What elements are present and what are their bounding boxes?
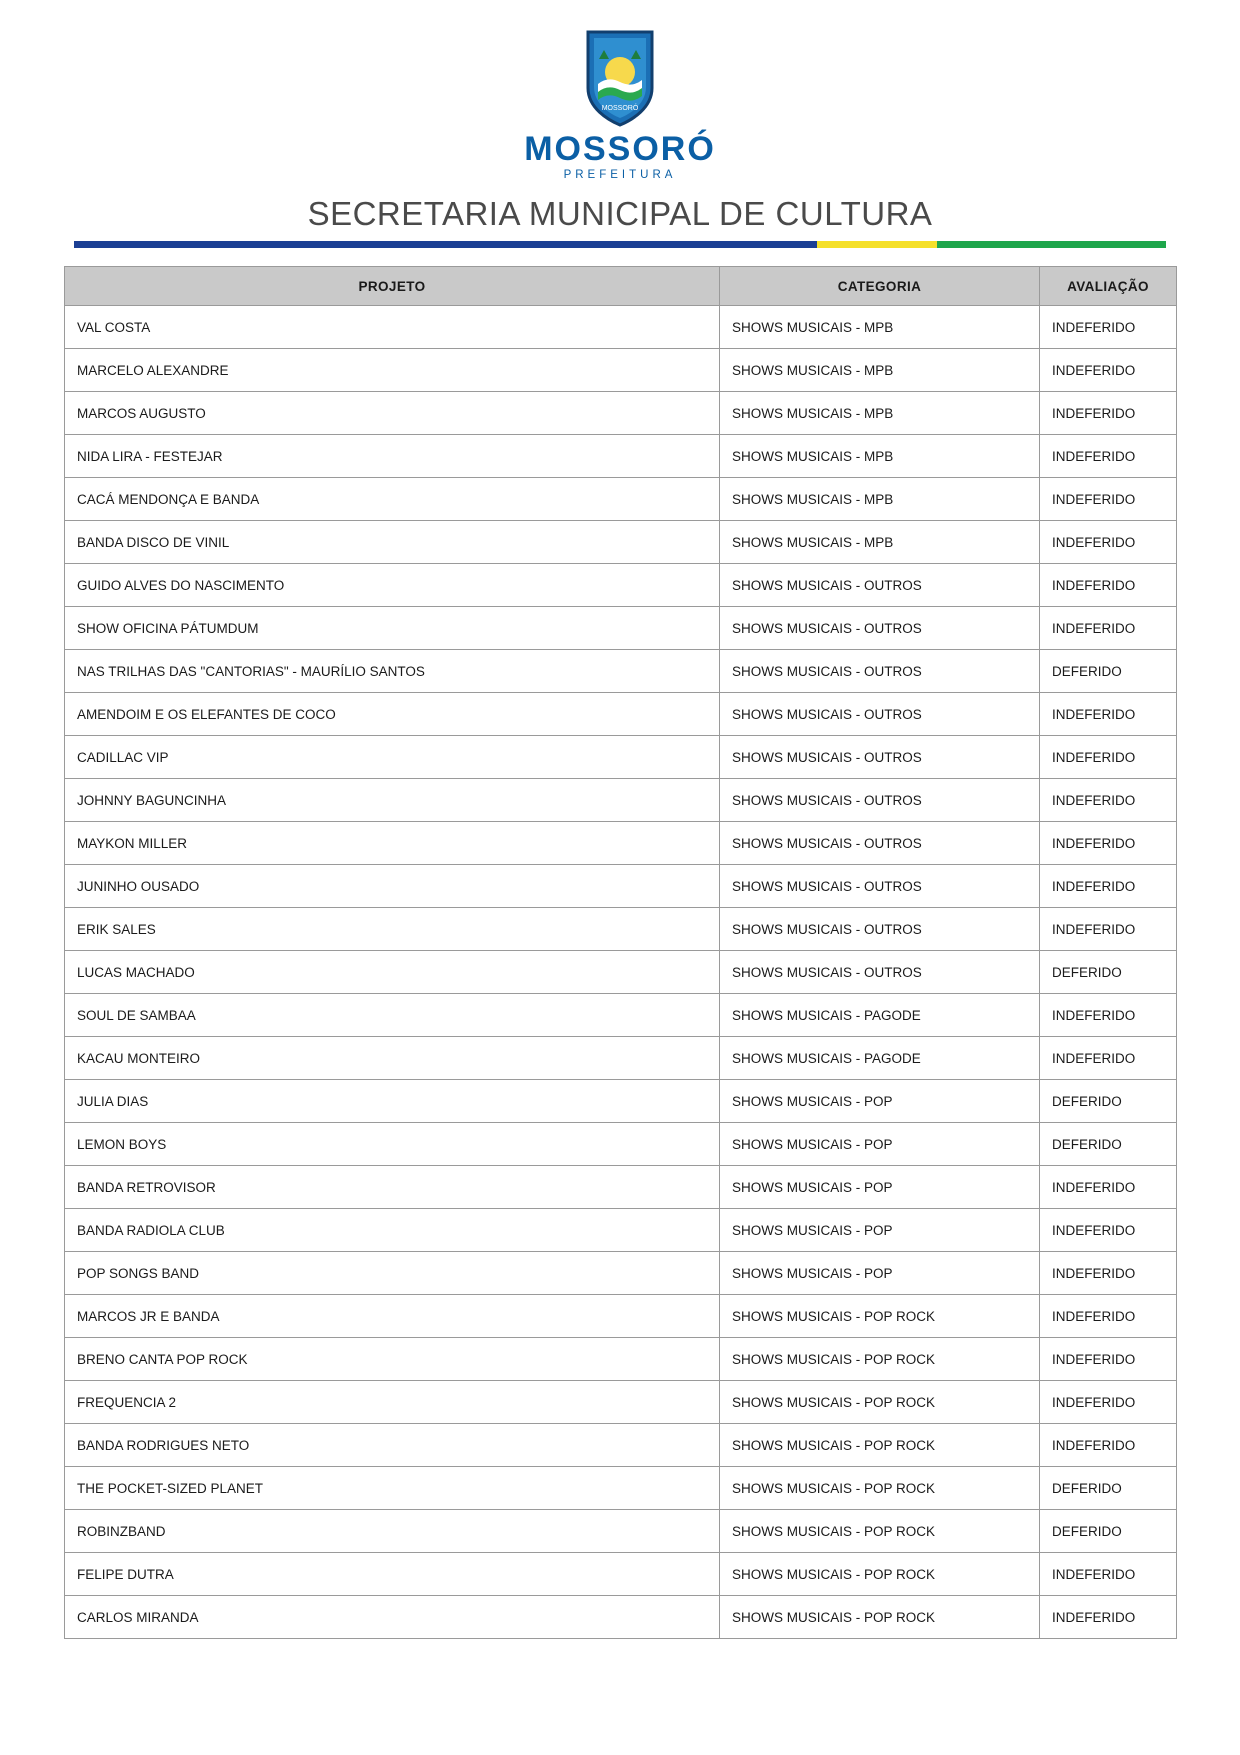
cell-categoria: SHOWS MUSICAIS - OUTROS — [720, 822, 1040, 865]
cell-avaliacao: INDEFERIDO — [1040, 1166, 1177, 1209]
results-table-container — [64, 266, 1176, 1639]
table-row — [65, 1037, 1177, 1080]
cell-projeto: MARCELO ALEXANDRE — [65, 349, 720, 392]
cell-projeto: BANDA DISCO DE VINIL — [65, 521, 720, 564]
cell-categoria: SHOWS MUSICAIS - MPB — [720, 392, 1040, 435]
divider-segment-green — [937, 241, 1166, 248]
cell-categoria: SHOWS MUSICAIS - POP ROCK — [720, 1510, 1040, 1553]
cell-projeto: MAYKON MILLER — [65, 822, 720, 865]
svg-text:MOSSORÓ: MOSSORÓ — [601, 105, 639, 112]
table-row — [65, 392, 1177, 435]
cell-projeto: ROBINZBAND — [65, 1510, 720, 1553]
table-row — [65, 994, 1177, 1037]
document-header — [0, 0, 1240, 248]
table-body — [65, 306, 1177, 1639]
cell-projeto: MARCOS JR E BANDA — [65, 1295, 720, 1338]
cell-projeto: KACAU MONTEIRO — [65, 1037, 720, 1080]
table-row — [65, 1209, 1177, 1252]
cell-avaliacao: DEFERIDO — [1040, 1467, 1177, 1510]
cell-categoria: SHOWS MUSICAIS - POP ROCK — [720, 1553, 1040, 1596]
table-row — [65, 1252, 1177, 1295]
table-row — [65, 1338, 1177, 1381]
column-header-avaliacao: AVALIAÇÃO — [1040, 267, 1177, 306]
cell-categoria: SHOWS MUSICAIS - OUTROS — [720, 650, 1040, 693]
cell-avaliacao: INDEFERIDO — [1040, 779, 1177, 822]
results-table — [64, 266, 1177, 1639]
cell-projeto: JULIA DIAS — [65, 1080, 720, 1123]
cell-projeto: SHOW OFICINA PÁTUMDUM — [65, 607, 720, 650]
cell-projeto: SOUL DE SAMBAA — [65, 994, 720, 1037]
cell-categoria: SHOWS MUSICAIS - MPB — [720, 478, 1040, 521]
cell-projeto: BANDA RADIOLA CLUB — [65, 1209, 720, 1252]
cell-projeto: POP SONGS BAND — [65, 1252, 720, 1295]
cell-avaliacao: DEFERIDO — [1040, 951, 1177, 994]
table-row — [65, 1381, 1177, 1424]
cell-categoria: SHOWS MUSICAIS - OUTROS — [720, 607, 1040, 650]
table-row — [65, 1080, 1177, 1123]
cell-projeto: LUCAS MACHADO — [65, 951, 720, 994]
cell-avaliacao: INDEFERIDO — [1040, 306, 1177, 349]
cell-avaliacao: INDEFERIDO — [1040, 521, 1177, 564]
cell-categoria: SHOWS MUSICAIS - OUTROS — [720, 865, 1040, 908]
cell-projeto: NAS TRILHAS DAS "CANTORIAS" - MAURÍLIO SANTOS — [65, 650, 720, 693]
cell-categoria: SHOWS MUSICAIS - OUTROS — [720, 951, 1040, 994]
cell-categoria: SHOWS MUSICAIS - POP ROCK — [720, 1381, 1040, 1424]
cell-avaliacao: INDEFERIDO — [1040, 1553, 1177, 1596]
table-row — [65, 1467, 1177, 1510]
table-row — [65, 951, 1177, 994]
table-row — [65, 779, 1177, 822]
cell-projeto: JUNINHO OUSADO — [65, 865, 720, 908]
cell-projeto: LEMON BOYS — [65, 1123, 720, 1166]
cell-projeto: JOHNNY BAGUNCINHA — [65, 779, 720, 822]
cell-avaliacao: INDEFERIDO — [1040, 865, 1177, 908]
cell-projeto: CADILLAC VIP — [65, 736, 720, 779]
page-title: SECRETARIA MUNICIPAL DE CULTURA — [307, 195, 933, 232]
cell-categoria: SHOWS MUSICAIS - PAGODE — [720, 1037, 1040, 1080]
cell-avaliacao: INDEFERIDO — [1040, 1596, 1177, 1639]
cell-categoria: SHOWS MUSICAIS - POP — [720, 1166, 1040, 1209]
cell-categoria: SHOWS MUSICAIS - POP ROCK — [720, 1424, 1040, 1467]
table-row — [65, 521, 1177, 564]
cell-avaliacao: DEFERIDO — [1040, 1080, 1177, 1123]
table-row — [65, 607, 1177, 650]
cell-projeto: BRENO CANTA POP ROCK — [65, 1338, 720, 1381]
table-header-row — [65, 267, 1177, 306]
tricolor-divider — [74, 241, 1166, 248]
table-row — [65, 822, 1177, 865]
cell-avaliacao: INDEFERIDO — [1040, 1209, 1177, 1252]
column-header-projeto: PROJETO — [65, 267, 720, 306]
cell-avaliacao: INDEFERIDO — [1040, 392, 1177, 435]
table-row — [65, 736, 1177, 779]
brand-name: MOSSORÓ — [524, 130, 716, 168]
cell-avaliacao: INDEFERIDO — [1040, 1338, 1177, 1381]
table-row — [65, 1553, 1177, 1596]
cell-categoria: SHOWS MUSICAIS - OUTROS — [720, 736, 1040, 779]
table-row — [65, 564, 1177, 607]
table-row — [65, 908, 1177, 951]
cell-avaliacao: INDEFERIDO — [1040, 1252, 1177, 1295]
cell-categoria: SHOWS MUSICAIS - POP — [720, 1209, 1040, 1252]
cell-projeto: MARCOS AUGUSTO — [65, 392, 720, 435]
cell-categoria: SHOWS MUSICAIS - POP ROCK — [720, 1295, 1040, 1338]
cell-avaliacao: INDEFERIDO — [1040, 822, 1177, 865]
table-row — [65, 1123, 1177, 1166]
table-row — [65, 349, 1177, 392]
cell-categoria: SHOWS MUSICAIS - MPB — [720, 435, 1040, 478]
cell-categoria: SHOWS MUSICAIS - POP — [720, 1123, 1040, 1166]
table-row — [65, 865, 1177, 908]
cell-avaliacao: INDEFERIDO — [1040, 478, 1177, 521]
cell-categoria: SHOWS MUSICAIS - OUTROS — [720, 564, 1040, 607]
cell-categoria: SHOWS MUSICAIS - MPB — [720, 521, 1040, 564]
cell-projeto: NIDA LIRA - FESTEJAR — [65, 435, 720, 478]
table-row — [65, 306, 1177, 349]
table-row — [65, 1295, 1177, 1338]
cell-categoria: SHOWS MUSICAIS - POP — [720, 1080, 1040, 1123]
table-row — [65, 478, 1177, 521]
cell-avaliacao: INDEFERIDO — [1040, 693, 1177, 736]
cell-avaliacao: INDEFERIDO — [1040, 349, 1177, 392]
cell-projeto: FELIPE DUTRA — [65, 1553, 720, 1596]
cell-projeto: BANDA RETROVISOR — [65, 1166, 720, 1209]
cell-projeto: GUIDO ALVES DO NASCIMENTO — [65, 564, 720, 607]
cell-avaliacao: INDEFERIDO — [1040, 564, 1177, 607]
table-row — [65, 1596, 1177, 1639]
cell-categoria: SHOWS MUSICAIS - OUTROS — [720, 693, 1040, 736]
cell-projeto: THE POCKET-SIZED PLANET — [65, 1467, 720, 1510]
cell-projeto: CARLOS MIRANDA — [65, 1596, 720, 1639]
cell-avaliacao: DEFERIDO — [1040, 650, 1177, 693]
cell-categoria: SHOWS MUSICAIS - POP ROCK — [720, 1596, 1040, 1639]
cell-categoria: SHOWS MUSICAIS - MPB — [720, 306, 1040, 349]
table-row — [65, 693, 1177, 736]
cell-avaliacao: INDEFERIDO — [1040, 1424, 1177, 1467]
cell-categoria: SHOWS MUSICAIS - POP — [720, 1252, 1040, 1295]
cell-projeto: FREQUENCIA 2 — [65, 1381, 720, 1424]
cell-avaliacao: INDEFERIDO — [1040, 1037, 1177, 1080]
cell-avaliacao: INDEFERIDO — [1040, 1295, 1177, 1338]
cell-projeto: AMENDOIM E OS ELEFANTES DE COCO — [65, 693, 720, 736]
cell-categoria: SHOWS MUSICAIS - PAGODE — [720, 994, 1040, 1037]
cell-avaliacao: INDEFERIDO — [1040, 1381, 1177, 1424]
cell-categoria: SHOWS MUSICAIS - MPB — [720, 349, 1040, 392]
divider-segment-yellow — [817, 241, 937, 248]
table-row — [65, 650, 1177, 693]
table-header — [65, 267, 1177, 306]
cell-categoria: SHOWS MUSICAIS - POP ROCK — [720, 1338, 1040, 1381]
table-row — [65, 1424, 1177, 1467]
cell-avaliacao: INDEFERIDO — [1040, 908, 1177, 951]
column-header-categoria: CATEGORIA — [720, 267, 1040, 306]
cell-projeto: CACÁ MENDONÇA E BANDA — [65, 478, 720, 521]
table-row — [65, 1510, 1177, 1553]
cell-projeto: BANDA RODRIGUES NETO — [65, 1424, 720, 1467]
cell-avaliacao: INDEFERIDO — [1040, 736, 1177, 779]
brand-subtitle: PREFEITURA — [563, 169, 677, 181]
divider-segment-blue — [74, 241, 817, 248]
cell-avaliacao: DEFERIDO — [1040, 1510, 1177, 1553]
cell-projeto: VAL COSTA — [65, 306, 720, 349]
cell-avaliacao: INDEFERIDO — [1040, 435, 1177, 478]
mossoro-crest-icon — [572, 26, 668, 130]
cell-categoria: SHOWS MUSICAIS - OUTROS — [720, 779, 1040, 822]
table-row — [65, 1166, 1177, 1209]
cell-projeto: ERIK SALES — [65, 908, 720, 951]
cell-avaliacao: INDEFERIDO — [1040, 994, 1177, 1037]
cell-avaliacao: INDEFERIDO — [1040, 607, 1177, 650]
table-row — [65, 435, 1177, 478]
cell-avaliacao: DEFERIDO — [1040, 1123, 1177, 1166]
cell-categoria: SHOWS MUSICAIS - POP ROCK — [720, 1467, 1040, 1510]
cell-categoria: SHOWS MUSICAIS - OUTROS — [720, 908, 1040, 951]
